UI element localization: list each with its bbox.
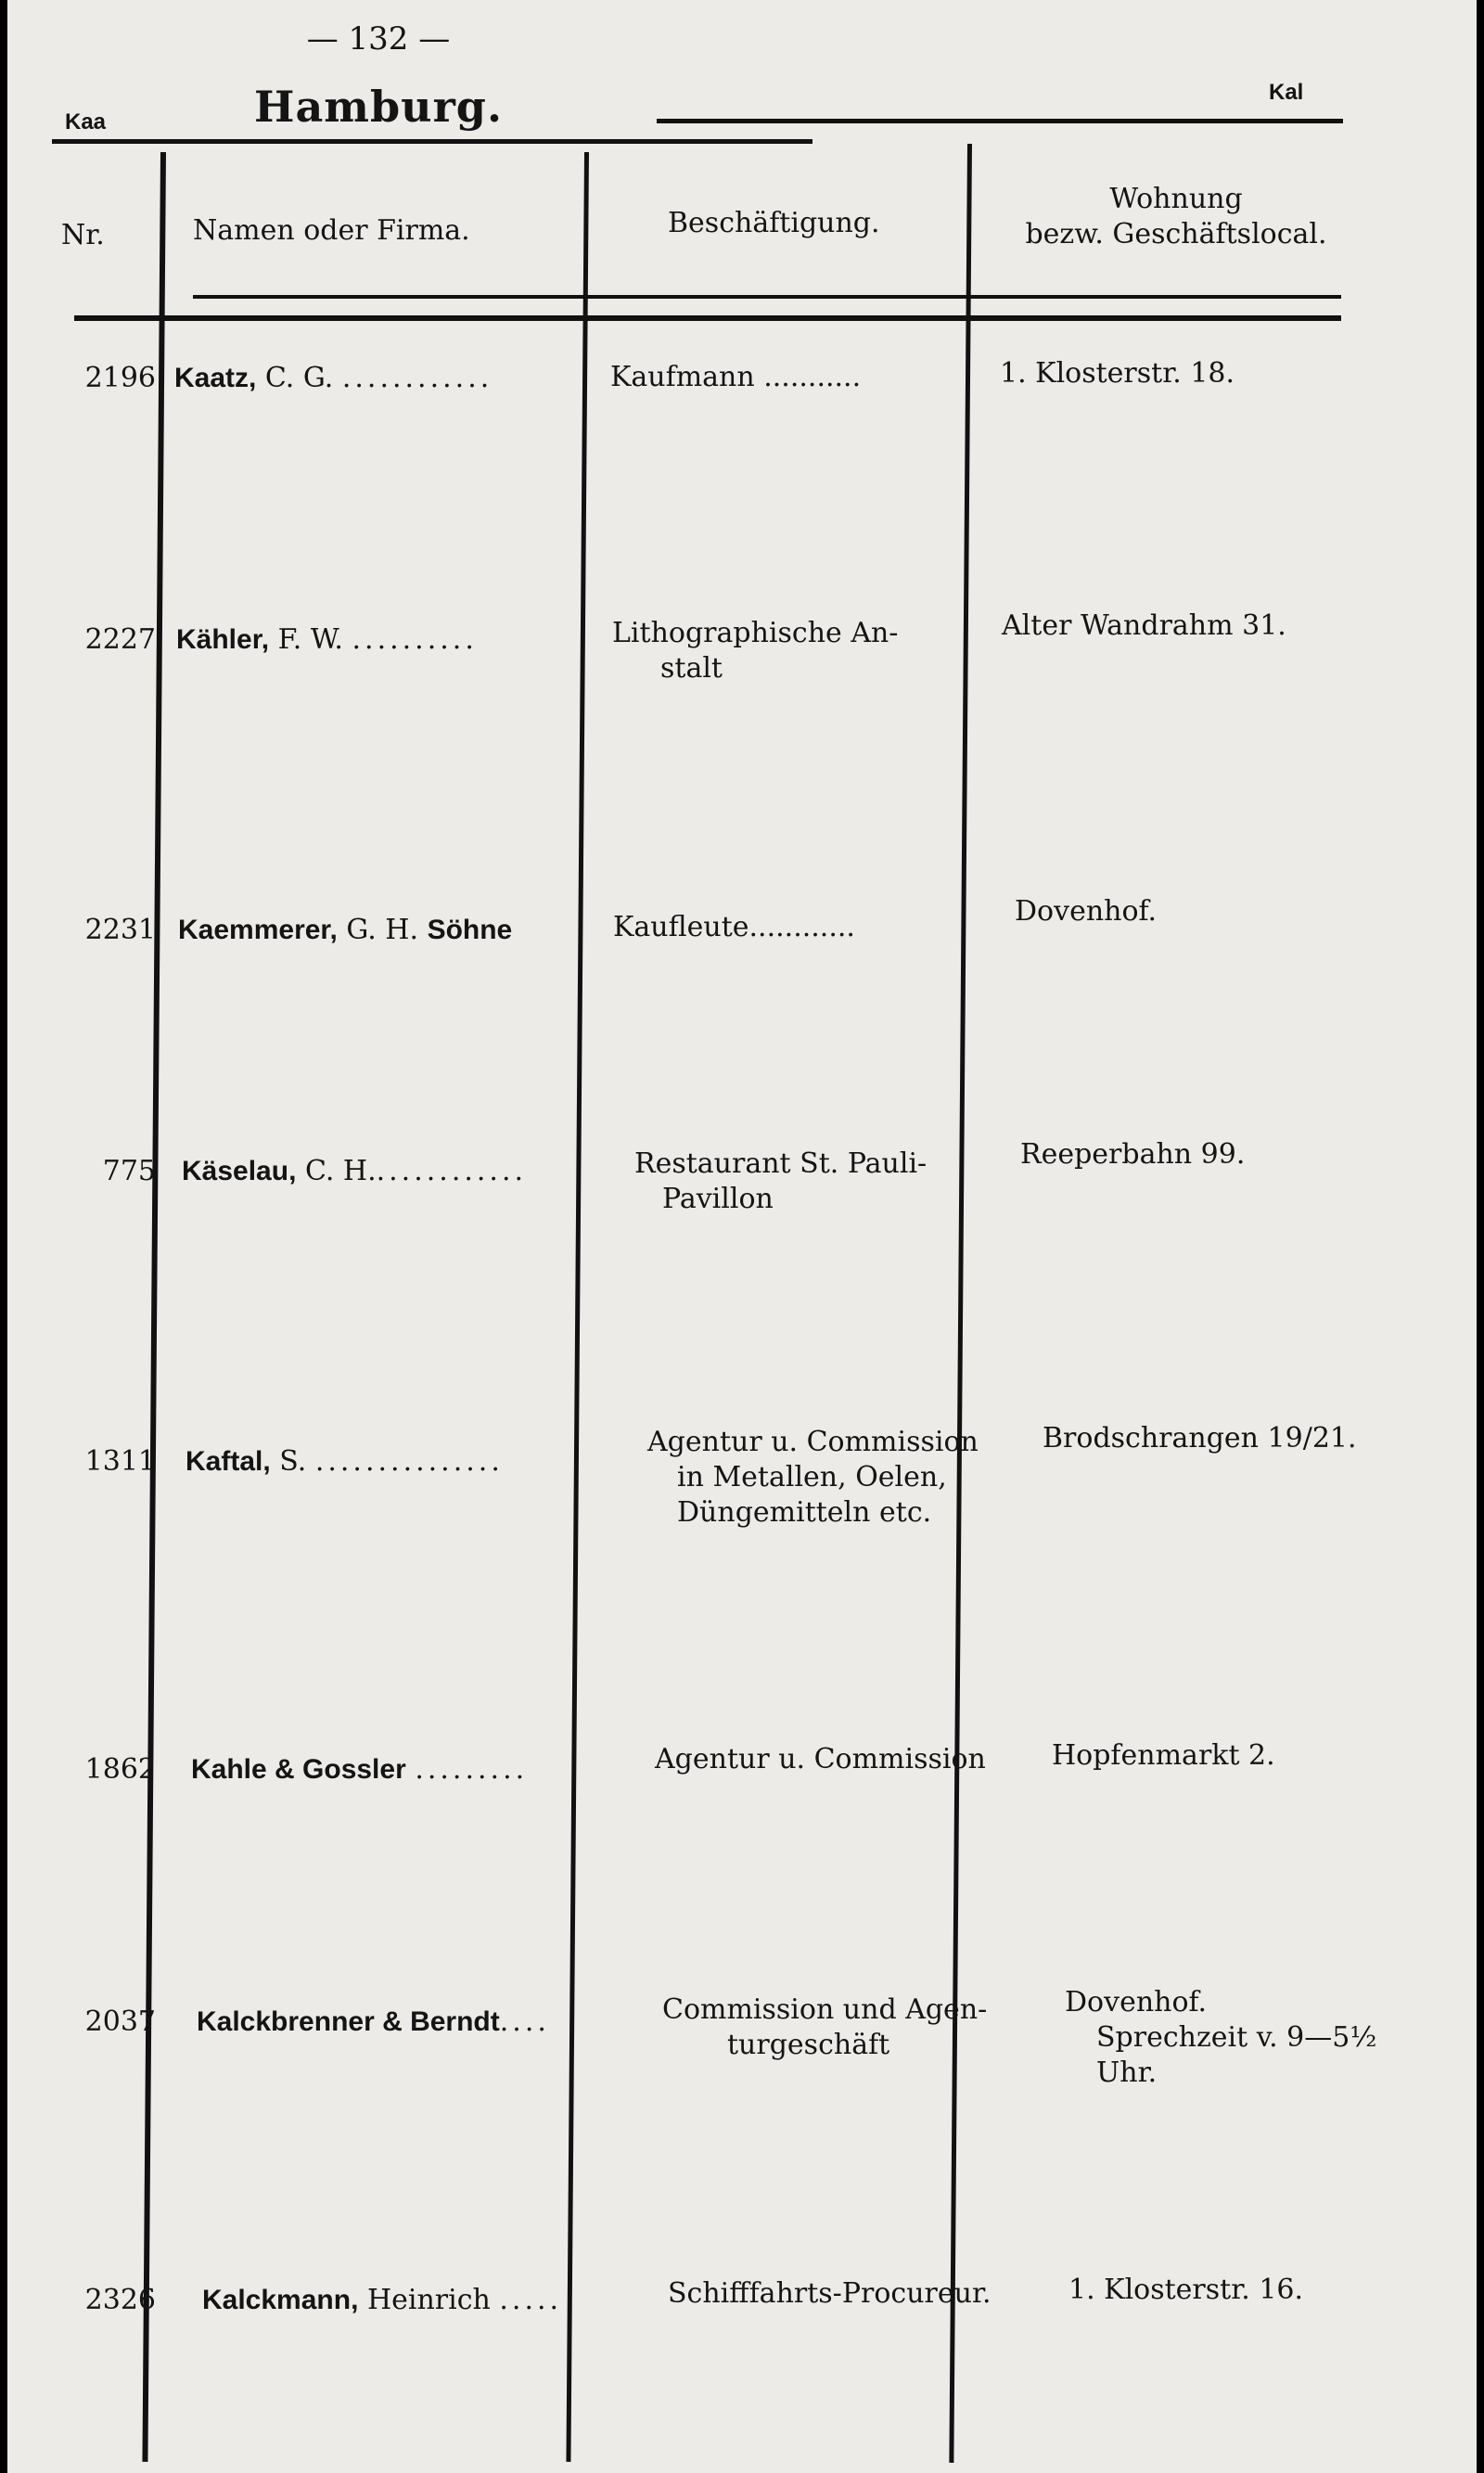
entry-occupation <box>634 1147 927 1217</box>
entry-name <box>176 623 478 656</box>
entry-occupation <box>612 616 898 686</box>
entry-given: F. W. <box>277 623 343 656</box>
entry-occupation-line: turgeschäft <box>727 2029 890 2061</box>
entry-occupation <box>613 910 855 945</box>
entry-surname: Käselau, <box>182 1156 297 1186</box>
entry-occupation-line: Düngemitteln etc. <box>677 1496 932 1529</box>
guide-word-left: Kaa <box>65 109 107 135</box>
column-header-address <box>991 182 1362 252</box>
entry-name <box>202 2284 562 2316</box>
entry-occupation <box>662 1992 987 2063</box>
entry-occupation-line: in Metallen, Oelen, <box>677 1461 947 1493</box>
entry-leader: ......... <box>415 1753 529 1786</box>
entry-surname: Kaemmerer, <box>178 915 338 945</box>
entry-address <box>1068 2273 1303 2308</box>
entry-leader: ..... <box>499 2284 563 2316</box>
directory-page <box>7 0 1477 2473</box>
entry-surname: Kaftal, <box>186 1446 271 1477</box>
entry-nr: 2196 <box>84 362 156 394</box>
entry-surname: Kähler, <box>176 624 270 655</box>
entry-address <box>1002 609 1286 644</box>
column-header-name: Namen oder Firma. <box>193 214 470 247</box>
column-header-occupation: Beschäftigung. <box>668 207 880 239</box>
column-header-nr: Nr. <box>61 219 105 251</box>
column-header-address-line2: bezw. Geschäftslocal. <box>1025 218 1327 250</box>
entry-surname: Kalckmann, <box>202 2285 359 2315</box>
entry-given: C. G. <box>264 362 334 394</box>
entry-occupation-line: Kaufleute............ <box>613 911 855 943</box>
entry-leader: ............ <box>376 1155 528 1187</box>
entry-address-line: Reeperbahn 99. <box>1020 1138 1246 1171</box>
entry-address-line: Sprechzeit v. 9—5½ <box>1096 2021 1377 2054</box>
column-divider-3 <box>949 144 972 2463</box>
column-header-address-line1: Wohnung <box>1109 183 1243 215</box>
entry-nr: 1311 <box>84 1445 156 1478</box>
column-divider-2 <box>566 152 589 2462</box>
entry-address-line: 1. Klosterstr. 16. <box>1068 2274 1304 2306</box>
entry-suffix: Söhne <box>427 915 513 945</box>
entry-occupation <box>647 1425 979 1531</box>
entry-surname: Kaatz, <box>174 363 257 393</box>
entry-address-line: Alter Wandrahm 31. <box>1002 609 1286 642</box>
entry-address <box>1015 894 1157 929</box>
entry-nr: 2231 <box>84 914 156 946</box>
entry-leader: .......... <box>352 623 478 656</box>
entry-name <box>197 2005 550 2038</box>
entry-address-line: Hopfenmarkt 2. <box>1052 1739 1275 1772</box>
entry-address-line: Dovenhof. <box>1015 895 1158 928</box>
entry-surname: Kahle & Gossler <box>191 1754 406 1785</box>
entry-occupation-line: Agentur u. Commission <box>647 1426 979 1458</box>
entry-address-line: Brodschrangen 19/21. <box>1043 1422 1357 1454</box>
column-divider-1 <box>142 152 166 2462</box>
entry-nr: 1862 <box>84 1753 156 1786</box>
entry-address <box>1052 1738 1275 1774</box>
entry-leader: ............... <box>314 1445 504 1478</box>
top-rule-right <box>657 119 1343 123</box>
entry-occupation <box>610 360 861 395</box>
entry-occupation-line: Pavillon <box>662 1183 774 1215</box>
entry-occupation-line: stalt <box>660 652 723 685</box>
entry-address <box>1065 1985 1376 2091</box>
entry-given: S. <box>279 1445 307 1478</box>
entry-given: Heinrich <box>366 2284 491 2316</box>
entry-occupation-line: Lithographische An- <box>612 617 899 649</box>
entry-name <box>186 1445 504 1478</box>
page-title: Hamburg. <box>254 82 503 132</box>
entry-nr: 775 <box>102 1155 156 1187</box>
entry-name <box>182 1155 527 1187</box>
entry-name <box>178 914 512 946</box>
entry-address <box>1043 1421 1357 1456</box>
entry-occupation <box>655 1742 986 1777</box>
entry-occupation-line: Commission und Agen- <box>662 1993 988 2026</box>
entry-leader: .... <box>499 2005 550 2038</box>
header-rule-upper <box>193 295 1341 299</box>
entry-occupation-line: Kaufmann ........... <box>610 361 862 393</box>
entry-occupation-line: Restaurant St. Pauli- <box>634 1147 928 1180</box>
entry-leader: ............ <box>341 362 493 394</box>
header-rule-lower <box>74 315 1341 321</box>
page-number: — 132 — <box>306 20 451 58</box>
top-rule-left <box>52 139 812 144</box>
entry-address-line: 1. Klosterstr. 18. <box>1000 357 1235 390</box>
entry-address <box>1000 356 1235 391</box>
entry-occupation-line: Schifffahrts-Procureur. <box>668 2277 991 2310</box>
entry-nr: 2326 <box>84 2284 156 2316</box>
entry-given: G. H. <box>346 914 419 946</box>
entry-address-line: Uhr. <box>1096 2057 1158 2089</box>
entry-occupation <box>668 2276 991 2312</box>
entry-address <box>1020 1137 1245 1172</box>
entry-name <box>174 362 493 394</box>
entry-name <box>191 1753 528 1786</box>
entry-nr: 2227 <box>84 623 156 656</box>
entry-address-line: Dovenhof. <box>1065 1986 1208 2018</box>
entry-nr: 2037 <box>84 2005 156 2038</box>
entry-surname: Kalckbrenner & Berndt <box>197 2006 500 2037</box>
entry-given: C. H. <box>304 1155 377 1187</box>
entry-occupation-line: Agentur u. Commission <box>655 1743 986 1775</box>
guide-word-right: Kal <box>1269 80 1304 105</box>
